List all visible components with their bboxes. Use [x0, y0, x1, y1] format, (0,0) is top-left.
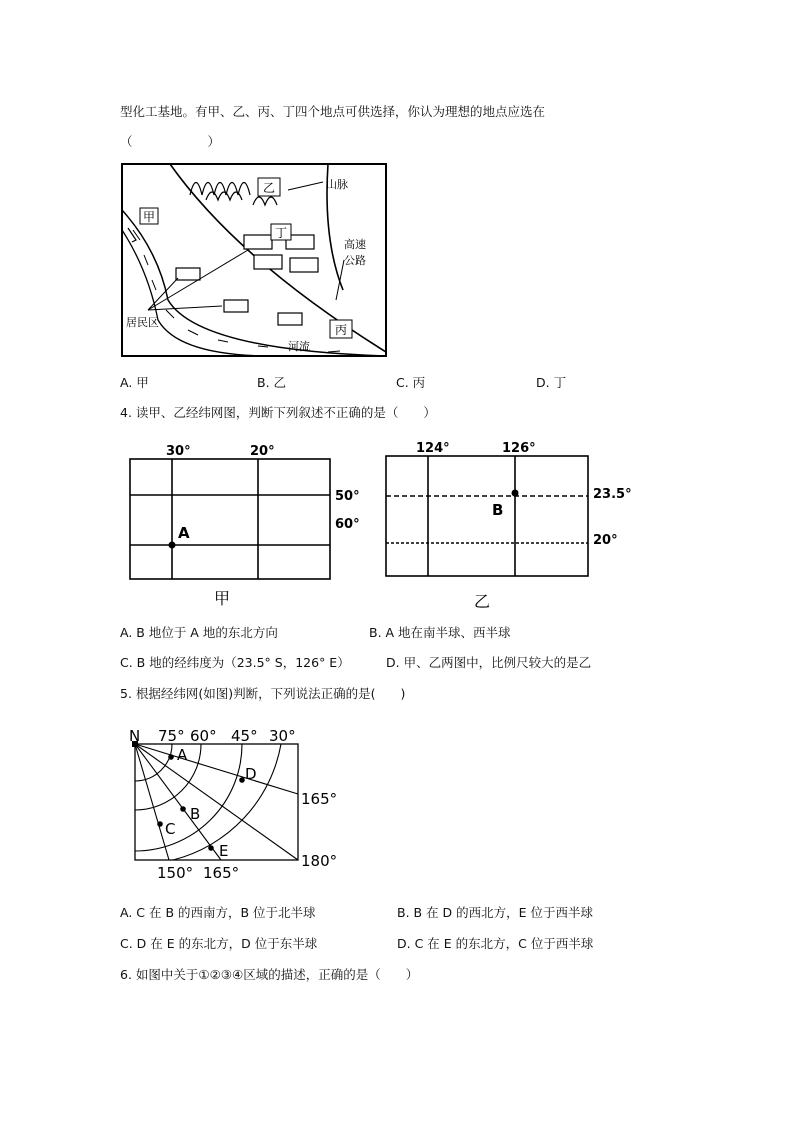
point-a-marker	[169, 542, 176, 549]
point-e-label-q5: E	[219, 842, 229, 860]
q4-stem: 4. 读甲、乙经纬网图，判断下列叙述不正确的是（ ）	[120, 405, 436, 420]
jia-caption: 甲	[214, 589, 231, 608]
site-yi-label: 乙	[262, 181, 276, 195]
lon-180-label: 180°	[301, 852, 338, 870]
yi-lat-20: 20°	[593, 533, 618, 548]
lon-165-right-label: 165°	[301, 790, 338, 808]
yi-lon-126: 126°	[502, 441, 536, 456]
q4-option-d: D. 甲、乙两图中，比例尺较大的是乙	[386, 655, 592, 670]
q5-option-c: C. D 在 E 的东北方，D 位于东半球	[120, 936, 318, 951]
lon-150-label: 150°	[157, 864, 194, 882]
point-d-label-q5: D	[245, 765, 257, 783]
q3-site-map	[118, 160, 393, 360]
site-ding-label: 丁	[274, 226, 288, 240]
q5-polar-grid	[125, 722, 345, 887]
q3-option-b: B. 乙	[257, 375, 287, 390]
highway-label-2: 公路	[344, 254, 366, 267]
q4-option-b: B. A 地在南半球、西半球	[369, 625, 511, 640]
pole-label: N	[129, 727, 141, 745]
q3-stem: 型化工基地。有甲、乙、丙、丁四个地点可供选择，你认为理想的地点应选在	[120, 104, 546, 119]
residential-label: 居民区	[126, 316, 159, 329]
q6-stem: 6. 如图中关于①②③④区域的描述，正确的是（ ）	[120, 967, 419, 982]
point-b-label: B	[492, 501, 504, 519]
jia-lon-30: 30°	[166, 444, 191, 459]
q5-option-d: D. C 在 E 的东北方，C 位于西半球	[397, 936, 594, 951]
q4-grid-jia	[120, 438, 370, 613]
river-label: 河流	[288, 340, 310, 353]
q3-answer-bracket: （ ）	[120, 134, 221, 149]
jia-lon-20: 20°	[250, 444, 275, 459]
lon-165-bottom-label: 165°	[203, 864, 240, 882]
lat-45-label: 45°	[231, 727, 258, 745]
point-c-label-q5: C	[165, 820, 176, 838]
site-bing-label: 丙	[334, 323, 348, 337]
jia-lat-50: 50°	[335, 489, 360, 504]
highway-label-1: 高速	[344, 238, 366, 251]
jia-lat-60: 60°	[335, 517, 360, 532]
q3-option-d: D. 丁	[536, 375, 567, 390]
point-a-label: A	[178, 524, 190, 542]
q5-option-b: B. B 在 D 的西北方，E 位于西半球	[397, 905, 594, 920]
point-b-marker	[512, 490, 519, 497]
flow-arrow	[128, 228, 136, 242]
q3-option-c: C. 丙	[396, 375, 426, 390]
point-b-label-q5: B	[190, 805, 201, 823]
point-a-label-q5: A	[177, 746, 188, 764]
yi-lon-124: 124°	[416, 441, 450, 456]
q3-option-a: A. 甲	[120, 375, 149, 390]
q4-option-c: C. B 地的经纬度为（23.5° S，126° E）	[120, 655, 350, 670]
meridian-rays	[135, 744, 298, 860]
yi-lat-23-5: 23.5°	[593, 487, 632, 502]
q5-stem: 5. 根据经纬网(如图)判断，下列说法正确的是( )	[120, 686, 406, 701]
lat-60-label: 60°	[190, 727, 217, 745]
q4-option-a: A. B 地位于 A 地的东北方向	[120, 625, 278, 640]
site-jia-label: 甲	[142, 210, 156, 224]
q4-grid-yi	[380, 438, 650, 613]
lat-75-label: 75°	[158, 727, 185, 745]
yi-caption: 乙	[474, 592, 491, 611]
mountain-label: 山脉	[326, 178, 348, 191]
q5-option-a: A. C 在 B 的西南方，B 位于北半球	[120, 905, 316, 920]
lat-30-label: 30°	[269, 727, 296, 745]
